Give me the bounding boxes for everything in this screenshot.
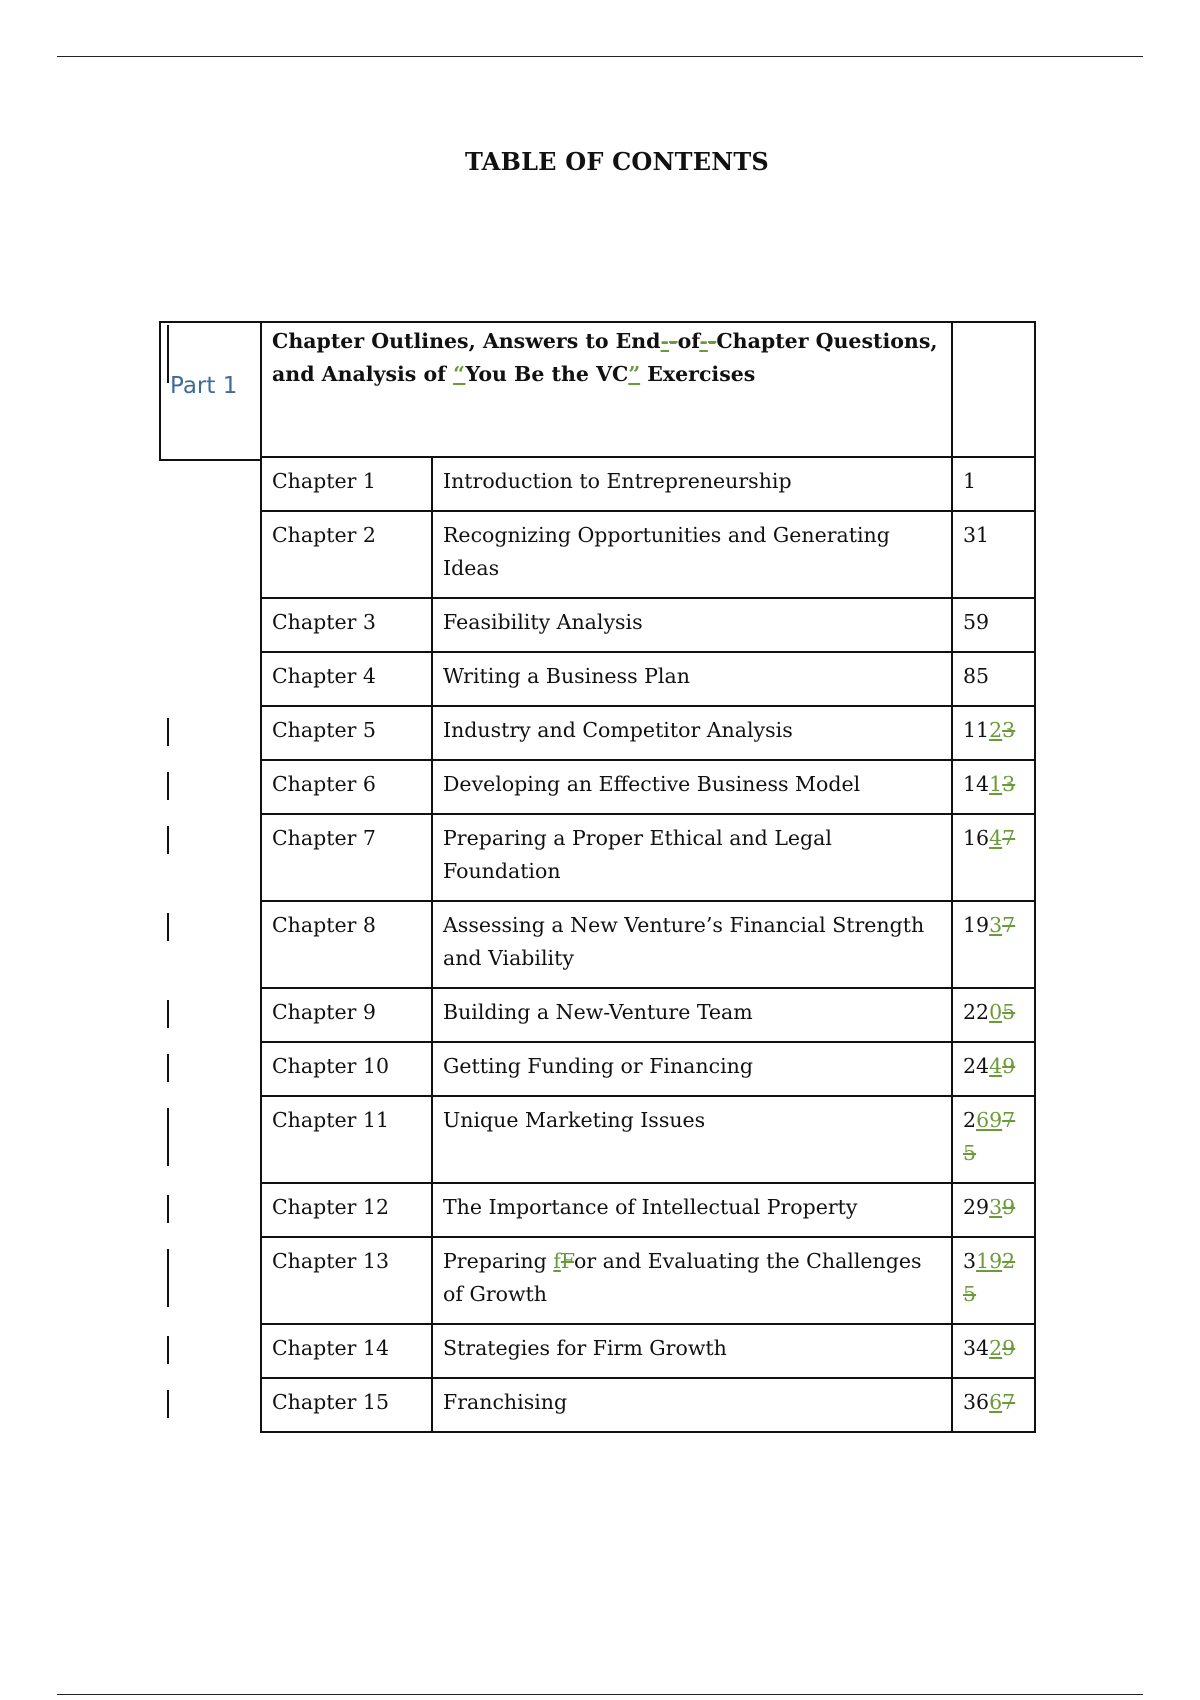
chapter-title: Industry and Competitor Analysis	[432, 706, 952, 760]
toc-row	[261, 901, 1035, 988]
chapter-page: 59	[952, 598, 1035, 652]
change-bar	[167, 1249, 169, 1307]
chapter-page: 2449	[952, 1042, 1035, 1096]
chapter-label: Chapter 6	[261, 760, 432, 814]
toc-row	[261, 814, 1035, 901]
part-box	[159, 321, 261, 461]
chapter-page: 1647	[952, 814, 1035, 901]
chapter-title: Building a New-Venture Team	[432, 988, 952, 1042]
toc-row	[261, 1096, 1035, 1183]
chapter-page: 1937	[952, 901, 1035, 988]
toc-row	[261, 511, 1035, 598]
chapter-label: Chapter 9	[261, 988, 432, 1042]
chapter-label: Chapter 1	[261, 457, 432, 511]
change-bar	[167, 1390, 169, 1418]
chapter-label: Chapter 14	[261, 1324, 432, 1378]
bottom-rule	[57, 1694, 1143, 1695]
chapter-page: 85	[952, 652, 1035, 706]
chapter-label: Chapter 8	[261, 901, 432, 988]
page-title: TABLE OF CONTENTS	[465, 147, 769, 176]
change-bar	[167, 1195, 169, 1223]
chapter-page: 31	[952, 511, 1035, 598]
chapter-title: Getting Funding or Financing	[432, 1042, 952, 1096]
chapter-page: 3192 5	[952, 1237, 1035, 1324]
toc-row	[261, 1324, 1035, 1378]
toc-row	[261, 598, 1035, 652]
chapter-title: Preparing a Proper Ethical and Legal Foundation	[432, 814, 952, 901]
chapter-title: Developing an Effective Business Model	[432, 760, 952, 814]
chapter-title: Franchising	[432, 1378, 952, 1432]
chapter-title: Introduction to Entrepreneurship	[432, 457, 952, 511]
chapter-title: Feasibility Analysis	[432, 598, 952, 652]
chapter-page: 1413	[952, 760, 1035, 814]
part-label: Part 1	[170, 373, 238, 399]
chapter-label: Chapter 5	[261, 706, 432, 760]
toc-row	[261, 457, 1035, 511]
chapter-title: Unique Marketing Issues	[432, 1096, 952, 1183]
change-bar	[167, 1054, 169, 1082]
chapter-page: 1	[952, 457, 1035, 511]
toc-table	[260, 321, 1036, 1433]
chapter-label: Chapter 12	[261, 1183, 432, 1237]
change-bar	[167, 772, 169, 800]
chapter-title: Strategies for Firm Growth	[432, 1324, 952, 1378]
change-bar	[167, 826, 169, 854]
chapter-title: Writing a Business Plan	[432, 652, 952, 706]
header-page-cell	[952, 322, 1035, 457]
chapter-page: 1123	[952, 706, 1035, 760]
chapter-label: Chapter 13	[261, 1237, 432, 1324]
chapter-page: 2697 5	[952, 1096, 1035, 1183]
toc-row	[261, 1378, 1035, 1432]
change-bar	[167, 718, 169, 746]
chapter-label: Chapter 15	[261, 1378, 432, 1432]
chapter-title: The Importance of Intellectual Property	[432, 1183, 952, 1237]
chapter-label: Chapter 10	[261, 1042, 432, 1096]
toc-row	[261, 1237, 1035, 1324]
change-bar	[167, 1108, 169, 1166]
chapter-label: Chapter 11	[261, 1096, 432, 1183]
toc-header-row	[261, 322, 1035, 457]
chapter-label: Chapter 7	[261, 814, 432, 901]
chapter-label: Chapter 3	[261, 598, 432, 652]
chapter-title: Recognizing Opportunities and Generating Ideas	[432, 511, 952, 598]
chapter-page: 3667	[952, 1378, 1035, 1432]
chapter-label: Chapter 4	[261, 652, 432, 706]
change-bar	[167, 325, 169, 383]
chapter-title: Preparing fFor and Evaluating the Challenges of Growth	[432, 1237, 952, 1324]
toc-row	[261, 760, 1035, 814]
toc-row	[261, 988, 1035, 1042]
change-bar	[167, 913, 169, 941]
toc-row	[261, 1183, 1035, 1237]
toc-row	[261, 706, 1035, 760]
chapter-page: 2205	[952, 988, 1035, 1042]
change-bar	[167, 1000, 169, 1028]
section-heading: Chapter Outlines, Answers to End--of--Chapter Questions, and Analysis of “You Be the VC” Exercises	[261, 322, 952, 457]
toc-row	[261, 652, 1035, 706]
toc-row	[261, 1042, 1035, 1096]
chapter-page: 2939	[952, 1183, 1035, 1237]
chapter-page: 3429	[952, 1324, 1035, 1378]
top-rule	[57, 56, 1143, 57]
change-bar	[167, 1336, 169, 1364]
chapter-label: Chapter 2	[261, 511, 432, 598]
chapter-title: Assessing a New Venture’s Financial Strength and Viability	[432, 901, 952, 988]
